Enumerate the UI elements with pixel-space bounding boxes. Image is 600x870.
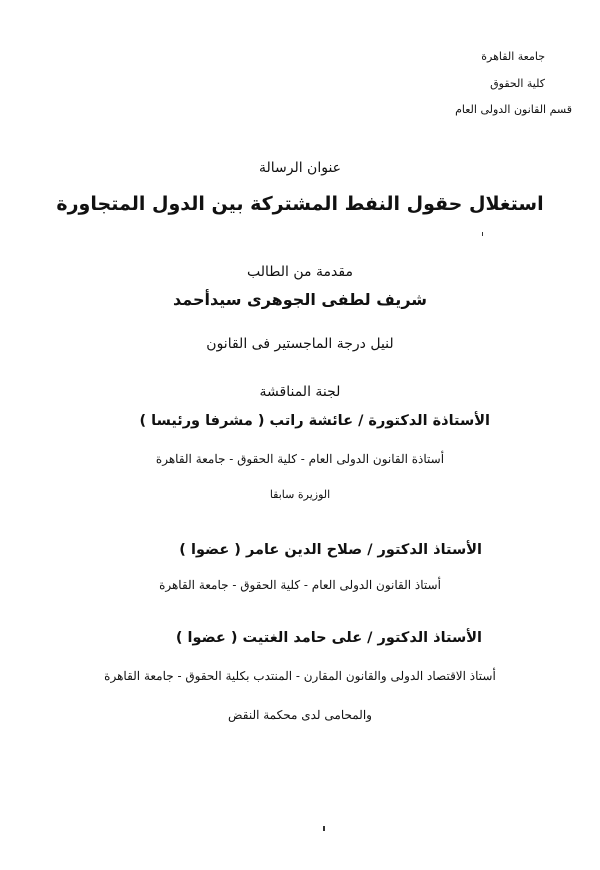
thesis-title: استغلال حقول النفط المشتركة بين الدول المتجاورة	[56, 193, 544, 215]
thesis-title-label: عنوان الرسالة	[258, 160, 342, 176]
committee-member-name: الأستاذ الدكتور / على حامد الغتيت ( عضوا )	[175, 630, 482, 646]
committee-member-note: والمحامى لدى محكمة النقض	[228, 708, 372, 722]
committee-member-name: الأستاذة الدكتورة / عائشة راتب ( مشرفا ورئيسا )	[139, 413, 490, 429]
scan-speck	[323, 826, 325, 831]
committee-member-affiliation: أستاذ القانون الدولى العام - كلية الحقوق - جامعة القاهرة	[159, 578, 441, 592]
student-name: شريف لطفى الجوهرى سيدأحمد	[172, 290, 427, 309]
committee-member-name: الأستاذ الدكتور / صلاح الدين عامر ( عضوا )	[179, 542, 482, 558]
faculty-name: كلية الحقوق	[490, 77, 545, 90]
department-name: قسم القانون الدولى العام	[455, 103, 572, 116]
committee-member-affiliation: أستاذة القانون الدولى العام - كلية الحقوق - جامعة القاهرة	[155, 452, 445, 466]
university-name: جامعة القاهرة	[481, 50, 545, 63]
degree-text: لنيل درجة الماجستير فى القانون	[206, 336, 394, 352]
committee-member-affiliation: أستاذ الاقتصاد الدولى والقانون المقارن - المنتدب بكلية الحقوق - جامعة القاهرة	[104, 669, 496, 683]
committee-label: لجنة المناقشة	[259, 384, 341, 400]
scan-speck	[482, 232, 483, 236]
committee-member-note: الوزيرة سابقا	[269, 488, 331, 501]
presented-by-label: مقدمة من الطالب	[247, 264, 353, 280]
